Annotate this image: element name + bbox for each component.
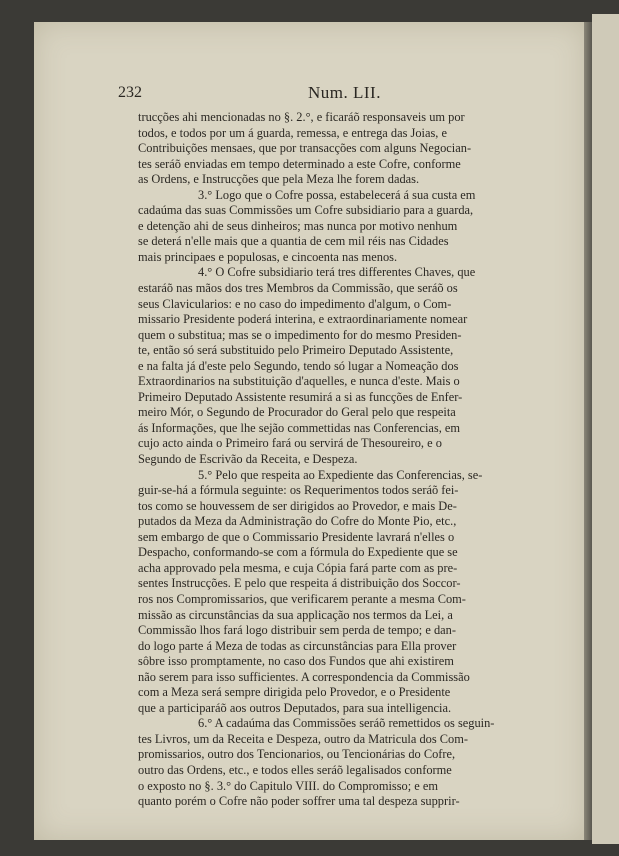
facing-page-edge — [592, 14, 619, 844]
text-line: te, então só será substituido pelo Primeiro Deputado Assistente, — [138, 343, 454, 358]
text-line: quanto porém o Cofre não poder soffrer uma tal despeza supprir- — [138, 794, 460, 809]
body-text — [138, 110, 530, 810]
page-number: 232 — [118, 84, 142, 101]
paragraph-start-3: 3.° Logo que o Cofre possa, estabelecerá á sua custa em — [198, 187, 476, 202]
text-line: cadaúma das suas Commissões um Cofre subsidiario para a guarda, — [138, 203, 474, 218]
paragraph-start-6: 6.° A cadaúma das Commissões seráõ remettidos os seguin- — [198, 716, 495, 731]
paragraph-start-4: 4.° O Cofre subsidiario terá tres differentes Chaves, que — [198, 265, 476, 280]
text-line: as Ordens, e Instrucções que pela Meza lhe forem dadas. — [138, 172, 420, 187]
text-line: outro das Ordens, etc., e todos elles seráõ legalisados conforme — [138, 762, 452, 777]
text-line: seus Clavicularios: e no caso do impedimento d'algum, o Com- — [138, 296, 452, 311]
text-line: putados da Meza da Administração do Cofre do Monte Pio, etc., — [138, 514, 457, 529]
text-line: estaráõ nas mãos dos tres Membros da Commissão, que seráõ os — [138, 281, 458, 296]
text-line: tes seráõ enviadas em tempo determinado a este Cofre, conforme — [138, 156, 461, 171]
text-line: ros nos Compromissarios, que verificarem perante a mesma Com- — [138, 591, 466, 606]
text-line: ás Informações, que lhe sejão commettidas nas Conferencias, em — [138, 420, 461, 435]
text-line: meiro Mór, o Segundo de Procurador do Geral pelo que respeita — [138, 405, 456, 420]
text-line: quem o substitua; mas se o impedimento for do mesmo Presiden- — [138, 327, 462, 342]
text-line: mais principaes e populosas, e cincoenta nas menos. — [138, 249, 398, 264]
text-line: tos como se houvessem de ser dirigidos ao Provedor, e mais De- — [138, 498, 457, 513]
text-line: trucções ahi mencionadas no §. 2.°, e ficaráõ responsaveis um por — [138, 110, 465, 124]
text-line: acha approvado pela mesma, e cuja Cópia fará parte com as pre- — [138, 560, 458, 575]
page-header — [110, 84, 390, 104]
text-line: não serem para isso sufficientes. A correspondencia da Commissão — [138, 669, 470, 684]
text-line: Despacho, conformando-se com a fórmula do Expediente que se — [138, 545, 458, 560]
text-line: Segundo de Escrivão da Receita, e Despeza. — [138, 452, 358, 467]
running-head: Num. LII. — [308, 83, 381, 102]
text-line: sem embargo de que o Commissario Presidente lavrará n'elles o — [138, 529, 455, 544]
text-line: missario Presidente poderá interina, e extraordinariamente nomear — [138, 312, 468, 327]
text-line: e na falta já d'este pelo Segundo, tendo só lugar a Nomeação dos — [138, 358, 459, 373]
text-line: sôbre isso promptamente, no caso dos Fundos que ahi existirem — [138, 654, 454, 669]
text-line: Commissão lhos fará logo distribuir sem perda de tempo; e dan- — [138, 623, 456, 638]
text-line: cujo acto ainda o Primeiro fará ou servirá de Thesoureiro, e o — [138, 436, 442, 451]
text-line: missão as circunstâncias da sua applicação nos termos da Lei, a — [138, 607, 453, 622]
text-line: Extraordinarios na substituição d'aquelles, e nunca d'este. Mais o — [138, 374, 460, 389]
text-line: do logo parte á Meza de todas as circunstâncias para Ella prover — [138, 638, 457, 653]
text-line: promissarios, outro dos Tencionarios, ou Tencionárias do Cofre, — [138, 747, 456, 762]
text-line: tes Livros, um da Receita e Despeza, outro da Matricula dos Com- — [138, 731, 468, 746]
text-line: que a participaráõ aos outros Deputados, para sua intelligencia. — [138, 700, 452, 715]
text-line: todos, e todos por um á guarda, remessa, e entrega das Joias, e — [138, 125, 447, 140]
text-line: se deterá n'elle mais que a quantia de cem mil réis nas Cidades — [138, 234, 449, 249]
text-line: e detenção ahi de seus dinheiros; mas nunca por motivo nenhum — [138, 218, 458, 233]
text-line: sentes Instrucções. E pelo que respeita á distribuição dos Soccor- — [138, 576, 461, 591]
paragraph-start-5: 5.° Pelo que respeita ao Expediente das Conferencias, se- — [198, 467, 483, 482]
text-line: o exposto no §. 3.° do Capitulo VIII. do Compromisso; e em — [138, 778, 439, 793]
text-line: Primeiro Deputado Assistente resumirá a si as funcções de Enfer- — [138, 389, 463, 404]
text-line: com a Meza será sempre dirigida pelo Provedor, e o Presidente — [138, 685, 451, 700]
text-line: guir-se-há a fórmula seguinte: os Requerimentos todos seráõ fei- — [138, 483, 459, 498]
book-gutter — [584, 22, 592, 840]
text-line: Contribuições mensaes, que por transacções com alguns Negocian- — [138, 141, 472, 156]
